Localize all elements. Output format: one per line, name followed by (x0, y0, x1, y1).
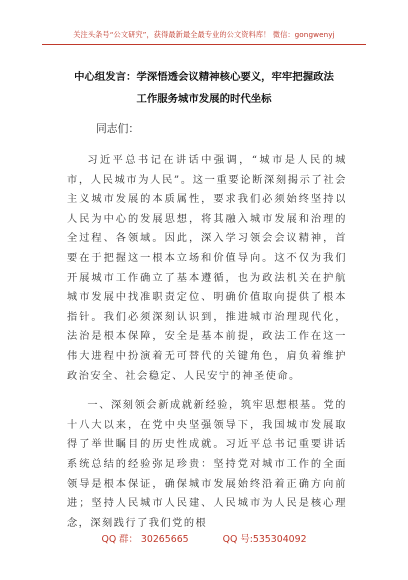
footer-contact (0, 531, 408, 545)
paragraph: 习近平总书记在讲话中强调，“城市是人民的城市，人民城市为人民”。这一重要论断深刻揭示了社会主义城市发展的本质属性，要求我们必须始终坚持以人民为中心的发展思想，将其融入城市发展和治理的全过程、各领域。因此，深入学习领会会议精神，首要在于把握这一根本立场和价值导向。这不仅为我们开展城市工作确立了基本遵循，也为政法机关在护航城市发展中找准职责定位、明确价值取向提供了根本指针。我们必须深刻认识到，推进城市治理现代化，法治是根本保障，安全是基本前提，政法工作在这一伟大进程中扮演着无可替代的关键角色，肩负着维护政治安全、社会稳定、人民安宁的神圣使命。 (67, 155, 347, 382)
document-body (67, 151, 347, 543)
header-banner (42, 22, 366, 45)
salutation: 同志们： (96, 122, 140, 135)
document-title (48, 66, 360, 110)
header-banner-text: 关注头条号“公文研究”，获得最新最全最专业的公文资料库！ 微信：gongwenyj (73, 30, 335, 39)
footer-qq-number: QQ 号:535304092 (222, 534, 307, 545)
footer-qq-group: QQ 群： 30265665 (101, 534, 189, 545)
paragraph: 一、深刻领会新成就新经验，筑牢思想根基。党的十八大以来，在党中央坚强领导下，我国城市发展取得了举世瞩目的历史性成就。习近平总书记重要讲话系统总结的经验弥足珍贵：坚持党对城市工作的全面领导是根本保证，确保城市发展始终沿着正确方向前进；坚持人民城市人民建、人民城市为人民是核心理念，深刻践行了我们党的根 (67, 400, 347, 529)
title-line-2: 工作服务城市发展的时代坐标 (136, 93, 272, 105)
title-line-1: 中心组发言：学深悟透会议精神核心要义，牢牢把握政法 (74, 71, 334, 83)
